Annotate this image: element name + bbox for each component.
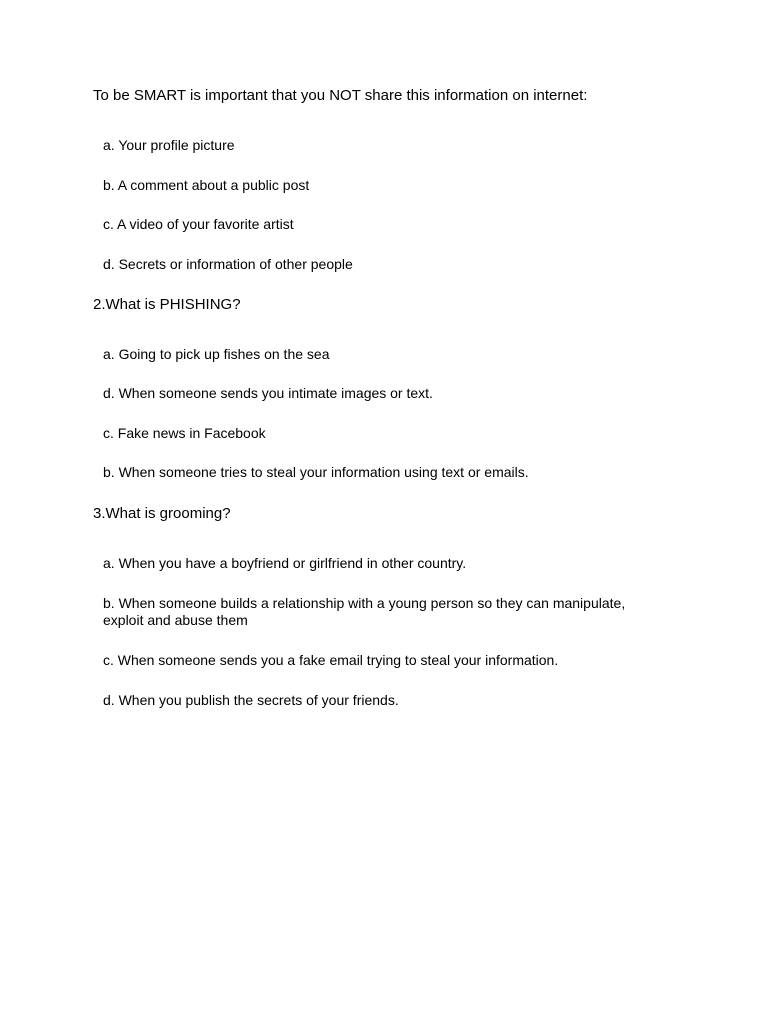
question-2-option-4: b. When someone tries to steal your information using text or emails. bbox=[103, 464, 529, 480]
question-1-option-b: b. A comment about a public post bbox=[103, 177, 310, 193]
question-3-option-c: c. When someone sends you a fake email trying to steal your information. bbox=[103, 652, 559, 668]
question-2-option-2: d. When someone sends you intimate images or text. bbox=[103, 385, 433, 401]
question-3-option-a: a. When you have a boyfriend or girlfriend in other country. bbox=[103, 555, 467, 571]
question-3-option-d: d. When you publish the secrets of your friends. bbox=[103, 692, 399, 708]
question-1-option-d: d. Secrets or information of other people bbox=[103, 256, 353, 272]
question-1-option-c: c. A video of your favorite artist bbox=[103, 216, 294, 232]
question-2-prompt: 2.What is PHISHING? bbox=[93, 296, 241, 313]
question-3-option-b: b. When someone builds a relationship with a young person so they can manipulate, exploit and abuse them bbox=[103, 595, 626, 628]
question-2-option-1: a. Going to pick up fishes on the sea bbox=[103, 346, 330, 362]
question-1-option-a: a. Your profile picture bbox=[103, 137, 235, 153]
question-3-prompt: 3.What is grooming? bbox=[93, 505, 231, 522]
question-1-prompt: To be SMART is important that you NOT share this information on internet: bbox=[93, 87, 588, 104]
question-2-option-3: c. Fake news in Facebook bbox=[103, 425, 266, 441]
